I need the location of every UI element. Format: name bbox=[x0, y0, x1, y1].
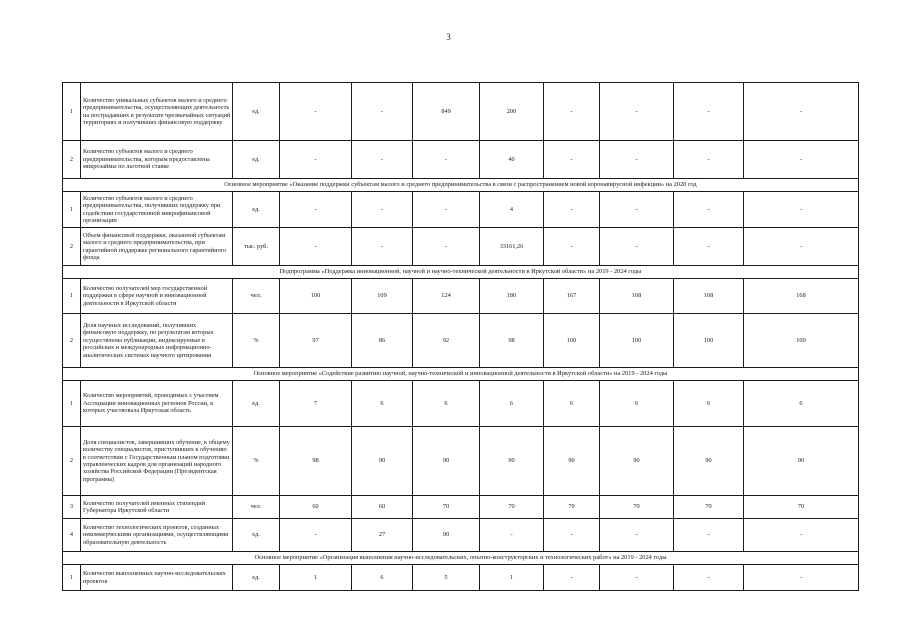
value-cell: 168 bbox=[600, 279, 674, 314]
row-number: 2 bbox=[63, 141, 81, 179]
value-cell: 90 bbox=[600, 427, 674, 496]
value-cell: - bbox=[480, 519, 544, 552]
indicator-name: Количество получателей мер государственной поддержки в сфере научной и инновационной деятельности в Иркутской области bbox=[81, 279, 233, 314]
value-cell: - bbox=[744, 141, 859, 179]
row-number: 2 bbox=[63, 427, 81, 496]
value-cell: - bbox=[674, 519, 744, 552]
value-cell: 40 bbox=[480, 141, 544, 179]
unit-cell: % bbox=[233, 314, 280, 368]
value-cell: 70 bbox=[674, 496, 744, 519]
value-cell: 90 bbox=[674, 427, 744, 496]
table-row bbox=[63, 381, 859, 427]
value-cell: 70 bbox=[544, 496, 600, 519]
value-cell: - bbox=[674, 141, 744, 179]
value-cell: 849 bbox=[413, 83, 480, 141]
indicator-name: Количество субъектов малого и среднего предпринимательства, которым предоставлены микрозаймы по льготной ставке bbox=[81, 141, 233, 179]
indicator-name: Количество субъектов малого и среднего предпринимательства, получивших поддержку при содействии государственной микрофинансовой организации bbox=[81, 192, 233, 228]
value-cell: - bbox=[352, 83, 413, 141]
row-number: 1 bbox=[63, 192, 81, 228]
unit-cell: чел. bbox=[233, 496, 280, 519]
indicator-name: Количество уникальных субъектов малого и среднего предпринимательства, осуществляющих деятельность на пострадавших в результате чрезвычайных ситуаций территориях и получивших финансовую поддержку bbox=[81, 83, 233, 141]
value-cell: 60 bbox=[280, 496, 352, 519]
value-cell: 168 bbox=[674, 279, 744, 314]
value-cell: 6 bbox=[480, 381, 544, 427]
row-number: 1 bbox=[63, 381, 81, 427]
value-cell: 6 bbox=[352, 381, 413, 427]
table-row bbox=[63, 228, 859, 266]
value-cell: 98 bbox=[480, 314, 544, 368]
value-cell: 90 bbox=[744, 427, 859, 496]
value-cell: 1 bbox=[480, 565, 544, 591]
value-cell: - bbox=[413, 228, 480, 266]
section-row bbox=[63, 266, 859, 279]
table-row bbox=[63, 519, 859, 552]
value-cell: - bbox=[544, 228, 600, 266]
table-row bbox=[63, 141, 859, 179]
value-cell: 200 bbox=[480, 83, 544, 141]
row-number: 3 bbox=[63, 496, 81, 519]
section-row bbox=[63, 368, 859, 381]
value-cell: - bbox=[600, 565, 674, 591]
value-cell: - bbox=[600, 192, 674, 228]
value-cell: - bbox=[744, 83, 859, 141]
indicator-name: Объем финансовой поддержки, оказанной субъектам малого и среднего предпринимательства, при гарантийной поддержке регионального гарантийного фонда bbox=[81, 228, 233, 266]
value-cell: 90 bbox=[413, 519, 480, 552]
unit-cell: чел. bbox=[233, 279, 280, 314]
value-cell: 90 bbox=[480, 427, 544, 496]
value-cell: 70 bbox=[480, 496, 544, 519]
unit-cell: тыс. руб. bbox=[233, 228, 280, 266]
value-cell: 27 bbox=[352, 519, 413, 552]
value-cell: - bbox=[280, 519, 352, 552]
indicators-table bbox=[62, 82, 859, 591]
value-cell: 70 bbox=[600, 496, 674, 519]
indicator-name: Количество технологических проектов, созданных некоммерческими организациями, осуществляющими образовательную деятельность bbox=[81, 519, 233, 552]
value-cell: 4 bbox=[480, 192, 544, 228]
value-cell: 33161,26 bbox=[480, 228, 544, 266]
indicator-name: Количество выполненных научно-исследовательских проектов bbox=[81, 565, 233, 591]
value-cell: - bbox=[544, 565, 600, 591]
value-cell: - bbox=[413, 141, 480, 179]
section-title: Основное мероприятие «Содействие развитию научной, научно-технической и инновационной деятельности в Иркутской области» на 2019 - 2024 годы bbox=[63, 368, 859, 381]
value-cell: 6 bbox=[413, 381, 480, 427]
value-cell: - bbox=[744, 565, 859, 591]
value-cell: - bbox=[280, 141, 352, 179]
value-cell: - bbox=[744, 519, 859, 552]
value-cell: 92 bbox=[413, 314, 480, 368]
value-cell: 60 bbox=[352, 496, 413, 519]
unit-cell: ед. bbox=[233, 141, 280, 179]
value-cell: 6 bbox=[544, 381, 600, 427]
row-number: 1 bbox=[63, 565, 81, 591]
value-cell: 168 bbox=[744, 279, 859, 314]
table-row bbox=[63, 192, 859, 228]
value-cell: - bbox=[280, 83, 352, 141]
value-cell: 180 bbox=[480, 279, 544, 314]
row-number: 2 bbox=[63, 314, 81, 368]
value-cell: 1 bbox=[280, 565, 352, 591]
value-cell: - bbox=[544, 519, 600, 552]
indicator-name: Количество мероприятий, проводимых с участием Ассоциации инновационных регионов России, в которых участвовала Иркутская область bbox=[81, 381, 233, 427]
section-title: Основное мероприятие «Организация выполнения научно-исследовательских, опытно-конструкторских и технологических работ» на 2019 - 2024 годы bbox=[63, 552, 859, 565]
value-cell: 100 bbox=[600, 314, 674, 368]
value-cell: - bbox=[600, 83, 674, 141]
section-title: Основное мероприятие «Оказание поддержки субъектам малого и среднего предпринимательства в связи с распространением новой коронавирусной инфекции» на 2020 год bbox=[63, 179, 859, 192]
table-row bbox=[63, 496, 859, 519]
section-row bbox=[63, 179, 859, 192]
value-cell: - bbox=[600, 228, 674, 266]
value-cell: - bbox=[674, 192, 744, 228]
table-row bbox=[63, 314, 859, 368]
value-cell: - bbox=[352, 141, 413, 179]
indicator-name: Доля научных исследований, получивших финансовую поддержку, по результатам которых осуществлены публикации, индексируемые в российских и международных информационно-аналитических системах научного цитирования bbox=[81, 314, 233, 368]
unit-cell: ед. bbox=[233, 381, 280, 427]
unit-cell: ед. bbox=[233, 192, 280, 228]
value-cell: 90 bbox=[413, 427, 480, 496]
row-number: 1 bbox=[63, 83, 81, 141]
value-cell: - bbox=[674, 565, 744, 591]
table-row bbox=[63, 279, 859, 314]
section-row bbox=[63, 552, 859, 565]
section-title: Подпрограмма «Поддержка инновационной, научной и научно-технической деятельности в Иркутской области» на 2019 - 2024 годы bbox=[63, 266, 859, 279]
value-cell: 100 bbox=[744, 314, 859, 368]
value-cell: 86 bbox=[352, 314, 413, 368]
unit-cell: ед. bbox=[233, 519, 280, 552]
unit-cell: ед. bbox=[233, 565, 280, 591]
value-cell: - bbox=[674, 83, 744, 141]
value-cell: - bbox=[674, 228, 744, 266]
value-cell: - bbox=[544, 192, 600, 228]
value-cell: - bbox=[744, 192, 859, 228]
table-row bbox=[63, 83, 859, 141]
value-cell: 70 bbox=[744, 496, 859, 519]
value-cell: - bbox=[352, 228, 413, 266]
value-cell: 124 bbox=[413, 279, 480, 314]
value-cell: - bbox=[280, 192, 352, 228]
value-cell: 90 bbox=[352, 427, 413, 496]
row-number: 1 bbox=[63, 279, 81, 314]
value-cell: 90 bbox=[544, 427, 600, 496]
indicator-name: Количество получателей именных стипендий Губернатора Иркутской области bbox=[81, 496, 233, 519]
value-cell: 167 bbox=[544, 279, 600, 314]
value-cell: 100 bbox=[674, 314, 744, 368]
indicator-name: Доля специалистов, завершивших обучение, к общему количеству специалистов, приступивших к обучению в соответствии с Государственным планом подготовки управленческих кадров для организаций народного хозяйства Российской Федерации (Президентская программа) bbox=[81, 427, 233, 496]
value-cell: 6 bbox=[600, 381, 674, 427]
value-cell: - bbox=[413, 192, 480, 228]
value-cell: 97 bbox=[280, 314, 352, 368]
unit-cell: ед. bbox=[233, 83, 280, 141]
table-row bbox=[63, 427, 859, 496]
value-cell: - bbox=[280, 228, 352, 266]
page-number: 3 bbox=[446, 32, 451, 42]
value-cell: - bbox=[600, 141, 674, 179]
unit-cell: % bbox=[233, 427, 280, 496]
value-cell: - bbox=[744, 228, 859, 266]
value-cell: 6 bbox=[674, 381, 744, 427]
row-number: 2 bbox=[63, 228, 81, 266]
value-cell: 98 bbox=[280, 427, 352, 496]
table-row bbox=[63, 565, 859, 591]
row-number: 4 bbox=[63, 519, 81, 552]
value-cell: 70 bbox=[413, 496, 480, 519]
value-cell: - bbox=[544, 83, 600, 141]
value-cell: 100 bbox=[544, 314, 600, 368]
value-cell: 109 bbox=[352, 279, 413, 314]
value-cell: 100 bbox=[280, 279, 352, 314]
value-cell: - bbox=[352, 192, 413, 228]
value-cell: 6 bbox=[352, 565, 413, 591]
value-cell: 6 bbox=[744, 381, 859, 427]
value-cell: 7 bbox=[280, 381, 352, 427]
value-cell: - bbox=[600, 519, 674, 552]
value-cell: 5 bbox=[413, 565, 480, 591]
value-cell: - bbox=[544, 141, 600, 179]
